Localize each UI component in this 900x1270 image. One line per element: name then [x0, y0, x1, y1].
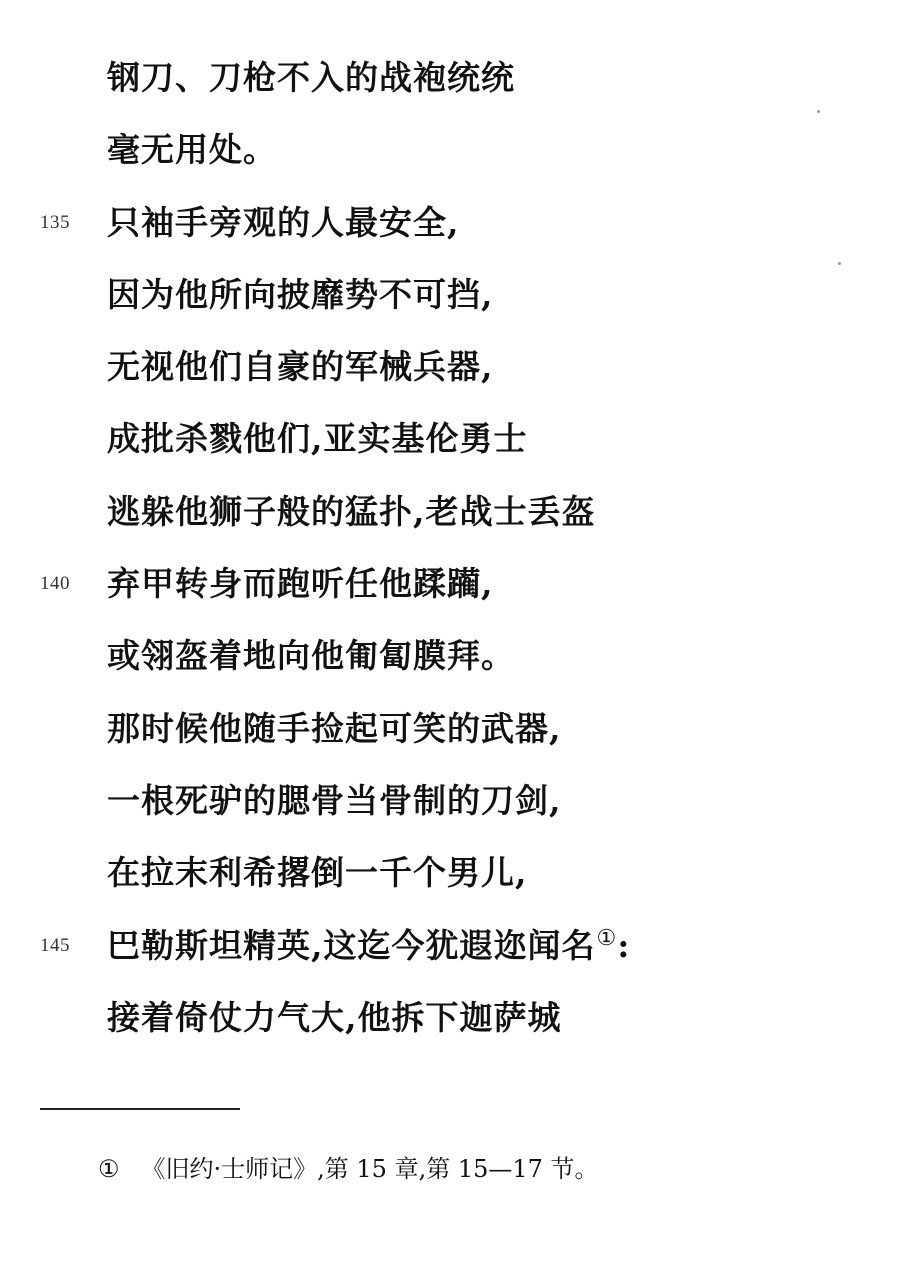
line-text: 只袖手旁观的人最安全, [107, 202, 460, 242]
line-punctuation: : [617, 925, 631, 965]
footnote-text: 《旧约·士师记》,第 15 章,第 15—17 节。 [141, 1155, 599, 1183]
line-text: 那时候他随手捡起可笑的武器, [107, 708, 562, 748]
line-text: 接着倚仗力气大,他拆下迦萨城 [107, 997, 562, 1037]
line-number: 140 [40, 573, 70, 595]
line-text: 或翎盔着地向他匍匐膜拜。 [107, 636, 515, 676]
poem-line [0, 187, 900, 259]
poem-body [0, 42, 900, 1054]
footnote-marker: ① [98, 1155, 120, 1183]
poem-line [0, 765, 900, 837]
poem-line [0, 114, 900, 186]
line-text: 弃甲转身而跑听任他蹂躏, [107, 564, 494, 604]
poem-line [0, 620, 900, 692]
poem-line [0, 403, 900, 475]
poem-line [0, 910, 900, 982]
poem-line [0, 259, 900, 331]
line-text: 钢刀、刀枪不入的战袍统统 [107, 58, 515, 97]
line-text: 在拉末利希撂倒一千个男儿, [107, 853, 528, 893]
poem-line [0, 837, 900, 909]
poem-line [0, 693, 900, 765]
line-text-with-note [107, 910, 630, 982]
footnote [98, 1145, 599, 1193]
line-number: 135 [40, 211, 70, 233]
footnote-reference[interactable]: ① [596, 925, 618, 951]
poem-line [0, 548, 900, 620]
footnote-divider [40, 1108, 240, 1110]
line-text: 一根死驴的腮骨当骨制的刀剑, [107, 780, 562, 820]
line-text: 毫无用处。 [107, 130, 277, 170]
line-text: 巴勒斯坦精英,这迄今犹遐迩闻名 [107, 925, 596, 965]
line-text: 因为他所向披靡势不可挡, [107, 274, 494, 314]
poem-line [0, 982, 900, 1054]
line-text: 成批杀戮他们,亚实基伦勇士 [107, 419, 528, 459]
poem-line [0, 42, 900, 114]
line-text: 无视他们自豪的军械兵器, [107, 347, 494, 387]
poem-line [0, 331, 900, 403]
poem-line [0, 476, 900, 548]
line-text: 逃躲他狮子般的猛扑,老战士丢盔 [107, 491, 596, 531]
line-number: 145 [40, 934, 70, 956]
